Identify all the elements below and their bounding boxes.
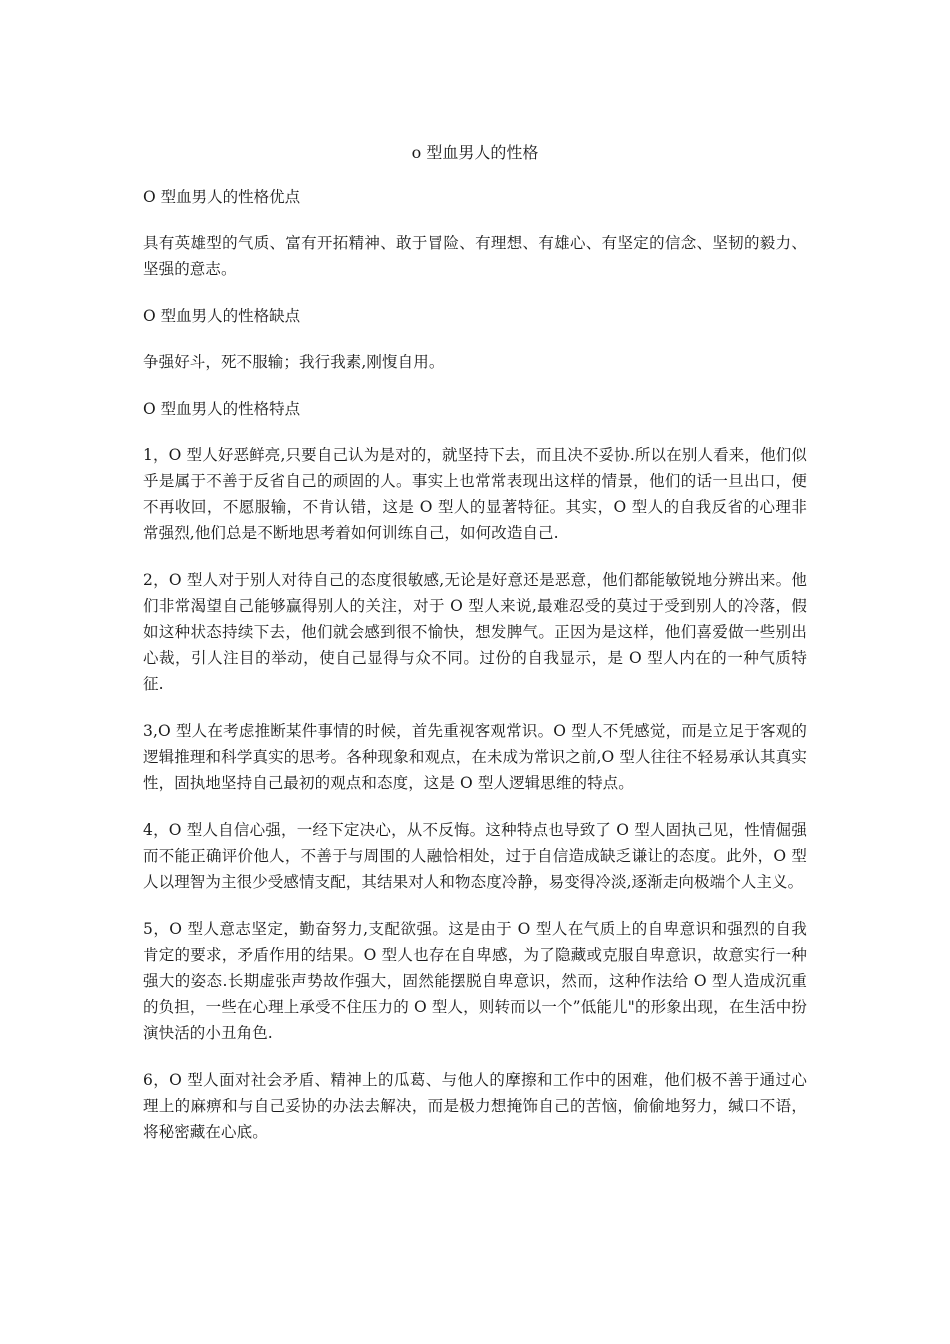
section-heading-weaknesses: O 型血男人的性格缺点 — [143, 307, 301, 325]
section-heading-strengths: O 型血男人的性格优点 — [143, 188, 301, 206]
paragraph-trait-1: 1，O 型人好恶鲜亮,只要自己认为是对的，就坚持下去，而且决不妥协.所以在别人看来，他们似乎是属于不善于反省自己的顽固的人。事实上也常常表现出这样的情景，他们的话一旦出口，便不再收回，不愿服输，不肯认错，这是 O 型人的显著特征。其实，O 型人的自我反省的心理非常强烈,他们总是不断地思考着如何训练自己，如何改造自己. — [143, 446, 807, 542]
paragraph-trait-5: 5，O 型人意志坚定，勤奋努力,支配欲强。这是由于 O 型人在气质上的自卑意识和强烈的自我肯定的要求，矛盾作用的结果。O 型人也存在自卑感，为了隐藏或克服自卑意识，故意实行一种强大的姿态.长期虚张声势故作强大，固然能摆脱自卑意识，然而，这种作法给 O 型人造成沉重的负担，一些在心理上承受不住压力的 O 型人，则转而以一个”低能儿"的形象出现，在生活中扮演快活的小丑角色. — [143, 920, 807, 1042]
paragraph-weaknesses: 争强好斗，死不服输；我行我素,刚愎自用。 — [143, 353, 445, 371]
paragraph-trait-2: 2，O 型人对于别人对待自己的态度很敏感,无论是好意还是恶意，他们都能敏锐地分辨出来。他们非常渴望自己能够赢得别人的关注，对于 O 型人来说,最难忍受的莫过于受到别人的冷落，假如这种状态持续下去，他们就会感到很不愉快，想发脾气。正因为是这样，他们喜爱做一些别出心裁，引人注目的举动，使自己显得与众不同。过份的自我显示，是 O 型人内在的一种气质特征. — [143, 571, 807, 693]
section-heading-traits: O 型血男人的性格特点 — [143, 400, 301, 418]
document-title: o 型血男人的性格 — [411, 143, 539, 162]
document-page — [143, 140, 807, 1166]
paragraph-trait-6: 6，O 型人面对社会矛盾、精神上的瓜葛、与他人的摩擦和工作中的困难，他们极不善于通过心理上的麻痹和与自己妥协的办法去解决，而是极力想掩饰自己的苦恼，偷偷地努力，缄口不语，将秘密藏在心底。 — [143, 1071, 807, 1141]
paragraph-trait-3: 3,O 型人在考虑推断某件事情的时候，首先重视客观常识。O 型人不凭感觉，而是立足于客观的逻辑推理和科学真实的思考。各种现象和观点，在未成为常识之前,O 型人往往不轻易承认其真实性，固执地坚持自己最初的观点和态度，这是 O 型人逻辑思维的特点。 — [143, 722, 807, 792]
paragraph-strengths: 具有英雄型的气质、富有开拓精神、敢于冒险、有理想、有雄心、有坚定的信念、坚韧的毅力、坚强的意志。 — [143, 234, 807, 278]
paragraph-trait-4: 4，O 型人自信心强，一经下定决心，从不反悔。这种特点也导致了 O 型人固执己见，性情倔强而不能正确评价他人，不善于与周围的人融恰相处，过于自信造成缺乏谦让的态度。此外，O 型人以理智为主很少受感情支配，其结果对人和物态度冷静，易变得冷淡,逐渐走向极端个人主义。 — [143, 821, 807, 891]
